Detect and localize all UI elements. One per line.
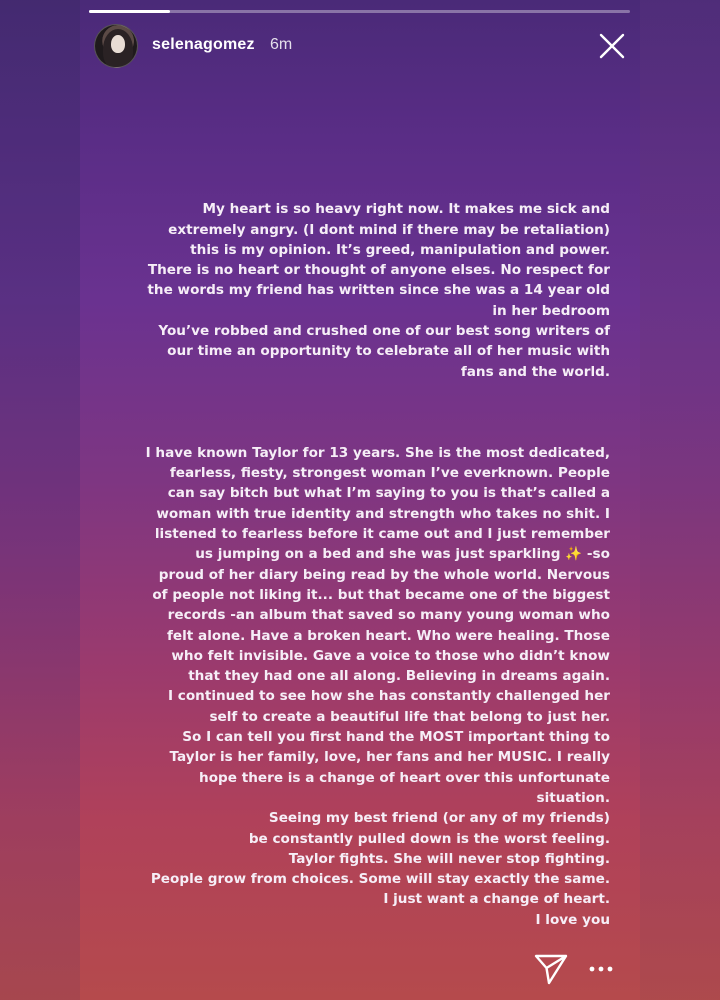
story-line: fearless, fiesty, strongest woman I’ve everknown. People <box>169 465 610 482</box>
username[interactable]: selenagomez <box>152 36 255 53</box>
story-line: woman with true identity and strength who takes no shit. I <box>156 505 610 522</box>
avatar[interactable] <box>94 24 138 68</box>
story-line: hope there is a change of heart over this unfortunate <box>199 769 610 786</box>
story-line: in her bedroom <box>492 302 610 319</box>
more-options-button[interactable] <box>588 960 614 978</box>
sparkles-emoji: ✨ <box>565 546 583 563</box>
story-line: I have known Taylor for 13 years. She is the most dedicated, <box>145 444 610 461</box>
send-icon <box>534 953 568 985</box>
story-line: I just want a change of heart. <box>383 891 610 908</box>
story-paragraph-2 <box>110 443 610 930</box>
close-button[interactable] <box>598 32 626 60</box>
story-line: self to create a beautiful life that belong to just her. <box>209 708 610 725</box>
story-line: of people not liking it... but that became one of the biggest <box>152 586 610 603</box>
story-line: our time an opportunity to celebrate all of her music with <box>167 343 610 360</box>
story-line: felt alone. Have a broken heart. Who were healing. Those <box>167 627 610 644</box>
story-line: this is my opinion. It’s greed, manipulation and power. <box>190 241 610 258</box>
story-line: My heart is so heavy right now. It makes me sick and <box>202 201 610 218</box>
story-line: proud of her diary being read by the whole world. Nervous <box>158 566 610 583</box>
story-line: Taylor fights. She will never stop fighting. <box>288 850 610 867</box>
story-line: There is no heart or thought of anyone elses. No respect for <box>147 262 610 279</box>
story-line: be constantly pulled down is the worst feeling. <box>248 830 610 847</box>
story-line: situation. <box>536 789 610 806</box>
story-line: who felt invisible. Gave a voice to those who didn’t know <box>171 647 610 664</box>
background-left-edge <box>0 0 80 1000</box>
story-line: listened to fearless before it came out and I just remember <box>154 526 610 543</box>
background-right-edge <box>640 0 720 1000</box>
story-progress-bar <box>89 10 630 13</box>
story-line: records -an album that saved so many young woman who <box>167 607 610 624</box>
story-line: that they had one all along. Believing in dreams again. <box>188 668 610 685</box>
story-line: extremely angry. (I dont mind if there may be retaliation) <box>168 221 610 238</box>
story-line: Seeing my best friend (or any of my friends) <box>268 810 610 827</box>
story-header <box>94 24 634 70</box>
story-line: I continued to see how she has constantly challenged her <box>167 688 610 705</box>
close-icon <box>598 32 626 60</box>
avatar-face <box>111 35 125 53</box>
story-line: us jumping on a bed and she was just sparkling ✨ -so <box>195 546 610 563</box>
story-text <box>110 179 610 950</box>
story-line: You’ve robbed and crushed one of our best song writers of <box>158 323 610 340</box>
story-line: fans and the world. <box>460 363 610 380</box>
story-paragraph-1 <box>110 199 610 382</box>
paragraph-gap <box>110 402 610 422</box>
story-line: the words my friend has written since she was a 14 year old <box>147 282 610 299</box>
story-line: Taylor is her family, love, her fans and her MUSIC. I really <box>169 749 610 766</box>
story-line: So I can tell you first hand the MOST important thing to <box>182 729 610 746</box>
story-line: I love you <box>535 911 610 928</box>
story-line: can say bitch but what I’m saying to you is that’s called a <box>167 485 610 502</box>
share-button[interactable] <box>534 953 568 985</box>
story-line: People grow from choices. Some will stay exactly the same. <box>150 871 610 888</box>
story-progress-fill <box>89 10 170 13</box>
more-dots-icon <box>588 960 614 978</box>
story-timestamp: 6m <box>270 36 293 53</box>
